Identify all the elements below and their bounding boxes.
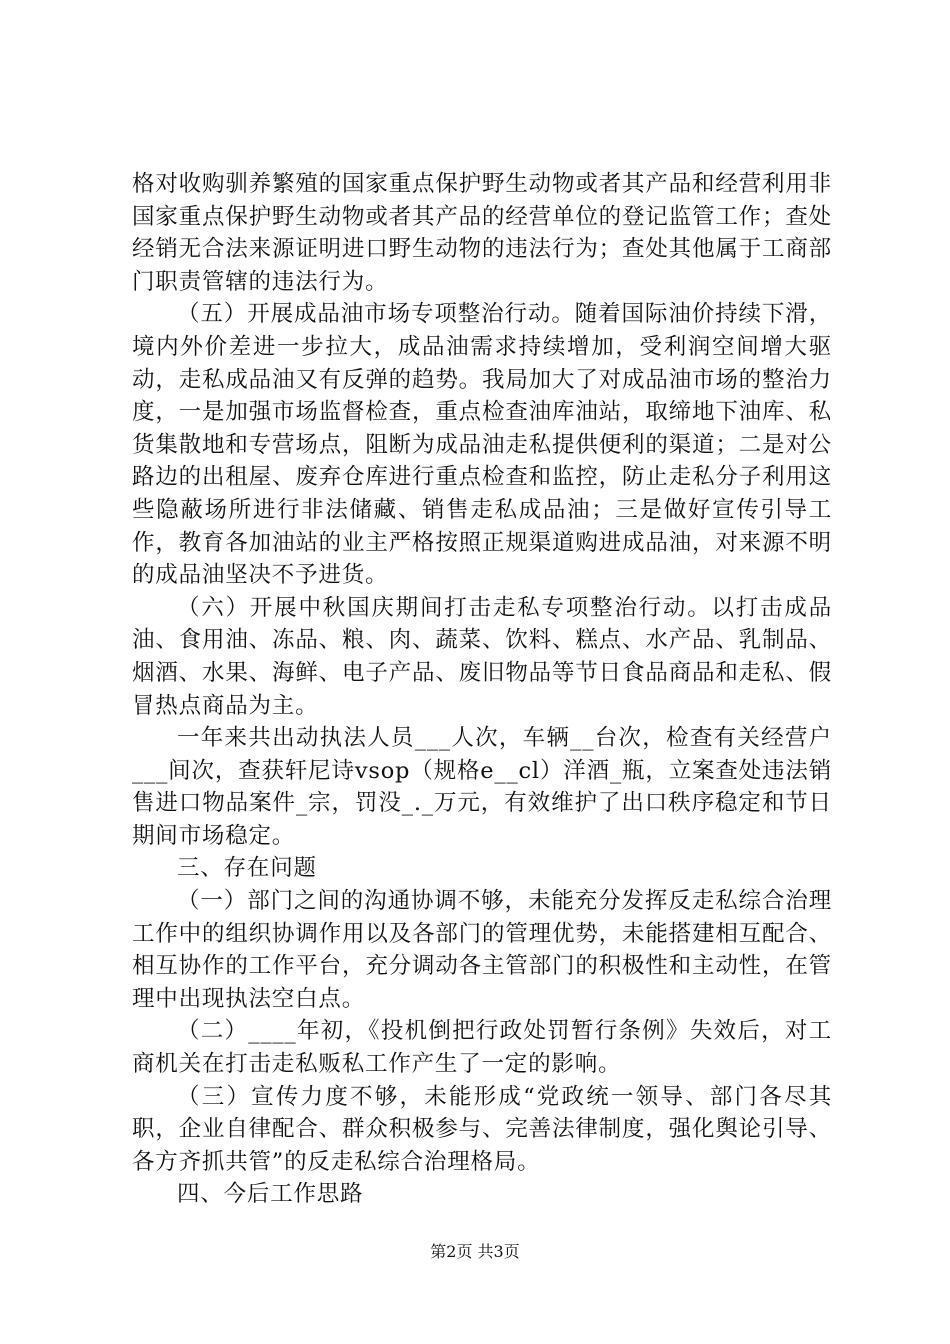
- heading-future-work: 四、今后工作思路: [177, 1181, 364, 1208]
- paragraph-problem-two: （二）____年初，《投机倒把行政处罚暂行条例》失效后，对工商机关在打击走私贩私工作产生了一定的影响。: [132, 1018, 832, 1078]
- paragraph-problem-three: （三）宣传力度不够，未能形成“党政统一领导、部门各尽其职，企业自律配合、群众积极参与、完善法律制度，强化舆论引导、各方齐抓共管”的反走私综合治理格局。: [132, 1083, 832, 1175]
- heading-existing-problems: 三、存在问题: [177, 855, 317, 882]
- page-footer: 第2页 共3页: [430, 1242, 520, 1261]
- paragraph-section-five: （五）开展成品油市场专项整治行动。随着国际油价持续下滑，境内外价差进一步拉大，成品油需求持续增加，受利润空间增大驱动，走私成品油又有反弹的趋势。我局加大了对成品油市场的整治力度，一是加强市场监督检查，重点检查油库油站，取缔地下油库、私货集散地和专营场点，阻断为成品油走私提供便利的渠道；二是对公路边的出租屋、废弃仓库进行重点检查和监控，防止走私分子利用这些隐蔽场所进行非法储藏、销售走私成品油；三是做好宣传引导工作，教育各加油站的业主严格按照正规渠道购进成品油，对来源不明的成品油坚决不予进货。: [132, 301, 832, 589]
- document-body: [132, 168, 832, 1211]
- paragraph-continuation: 格对收购驯养繁殖的国家重点保护野生动物或者其产品和经营利用非国家重点保护野生动物或者其产品的经营单位的登记监管工作；查处经销无合法来源证明进口野生动物的违法行为；查处其他属于工商部门职责管辖的违法行为。: [132, 171, 832, 295]
- paragraph-problem-one: （一）部门之间的沟通协调不够，未能充分发挥反走私综合治理工作中的组织协调作用以及各部门的管理优势，未能搭建相互配合、相互协作的工作平台，充分调动各主管部门的积极性和主动性，在管理中出现执法空白点。: [132, 888, 832, 1012]
- paragraph-annual-summary: 一年来共出动执法人员___人次，车辆__台次，检查有关经营户___间次，查获轩尼诗vsop（规格e__cl）洋酒_瓶，立案查处违法销售进口物品案件_宗，罚没_._万元，有效维护了出口秩序稳定和节日期间市场稳定。: [132, 725, 832, 849]
- paragraph-section-six: （六）开展中秋国庆期间打击走私专项整治行动。以打击成品油、食用油、冻品、粮、肉、蔬菜、饮料、糕点、水产品、乳制品、烟酒、水果、海鲜、电子产品、废旧物品等节日食品商品和走私、假冒热点商品为主。: [132, 594, 832, 719]
